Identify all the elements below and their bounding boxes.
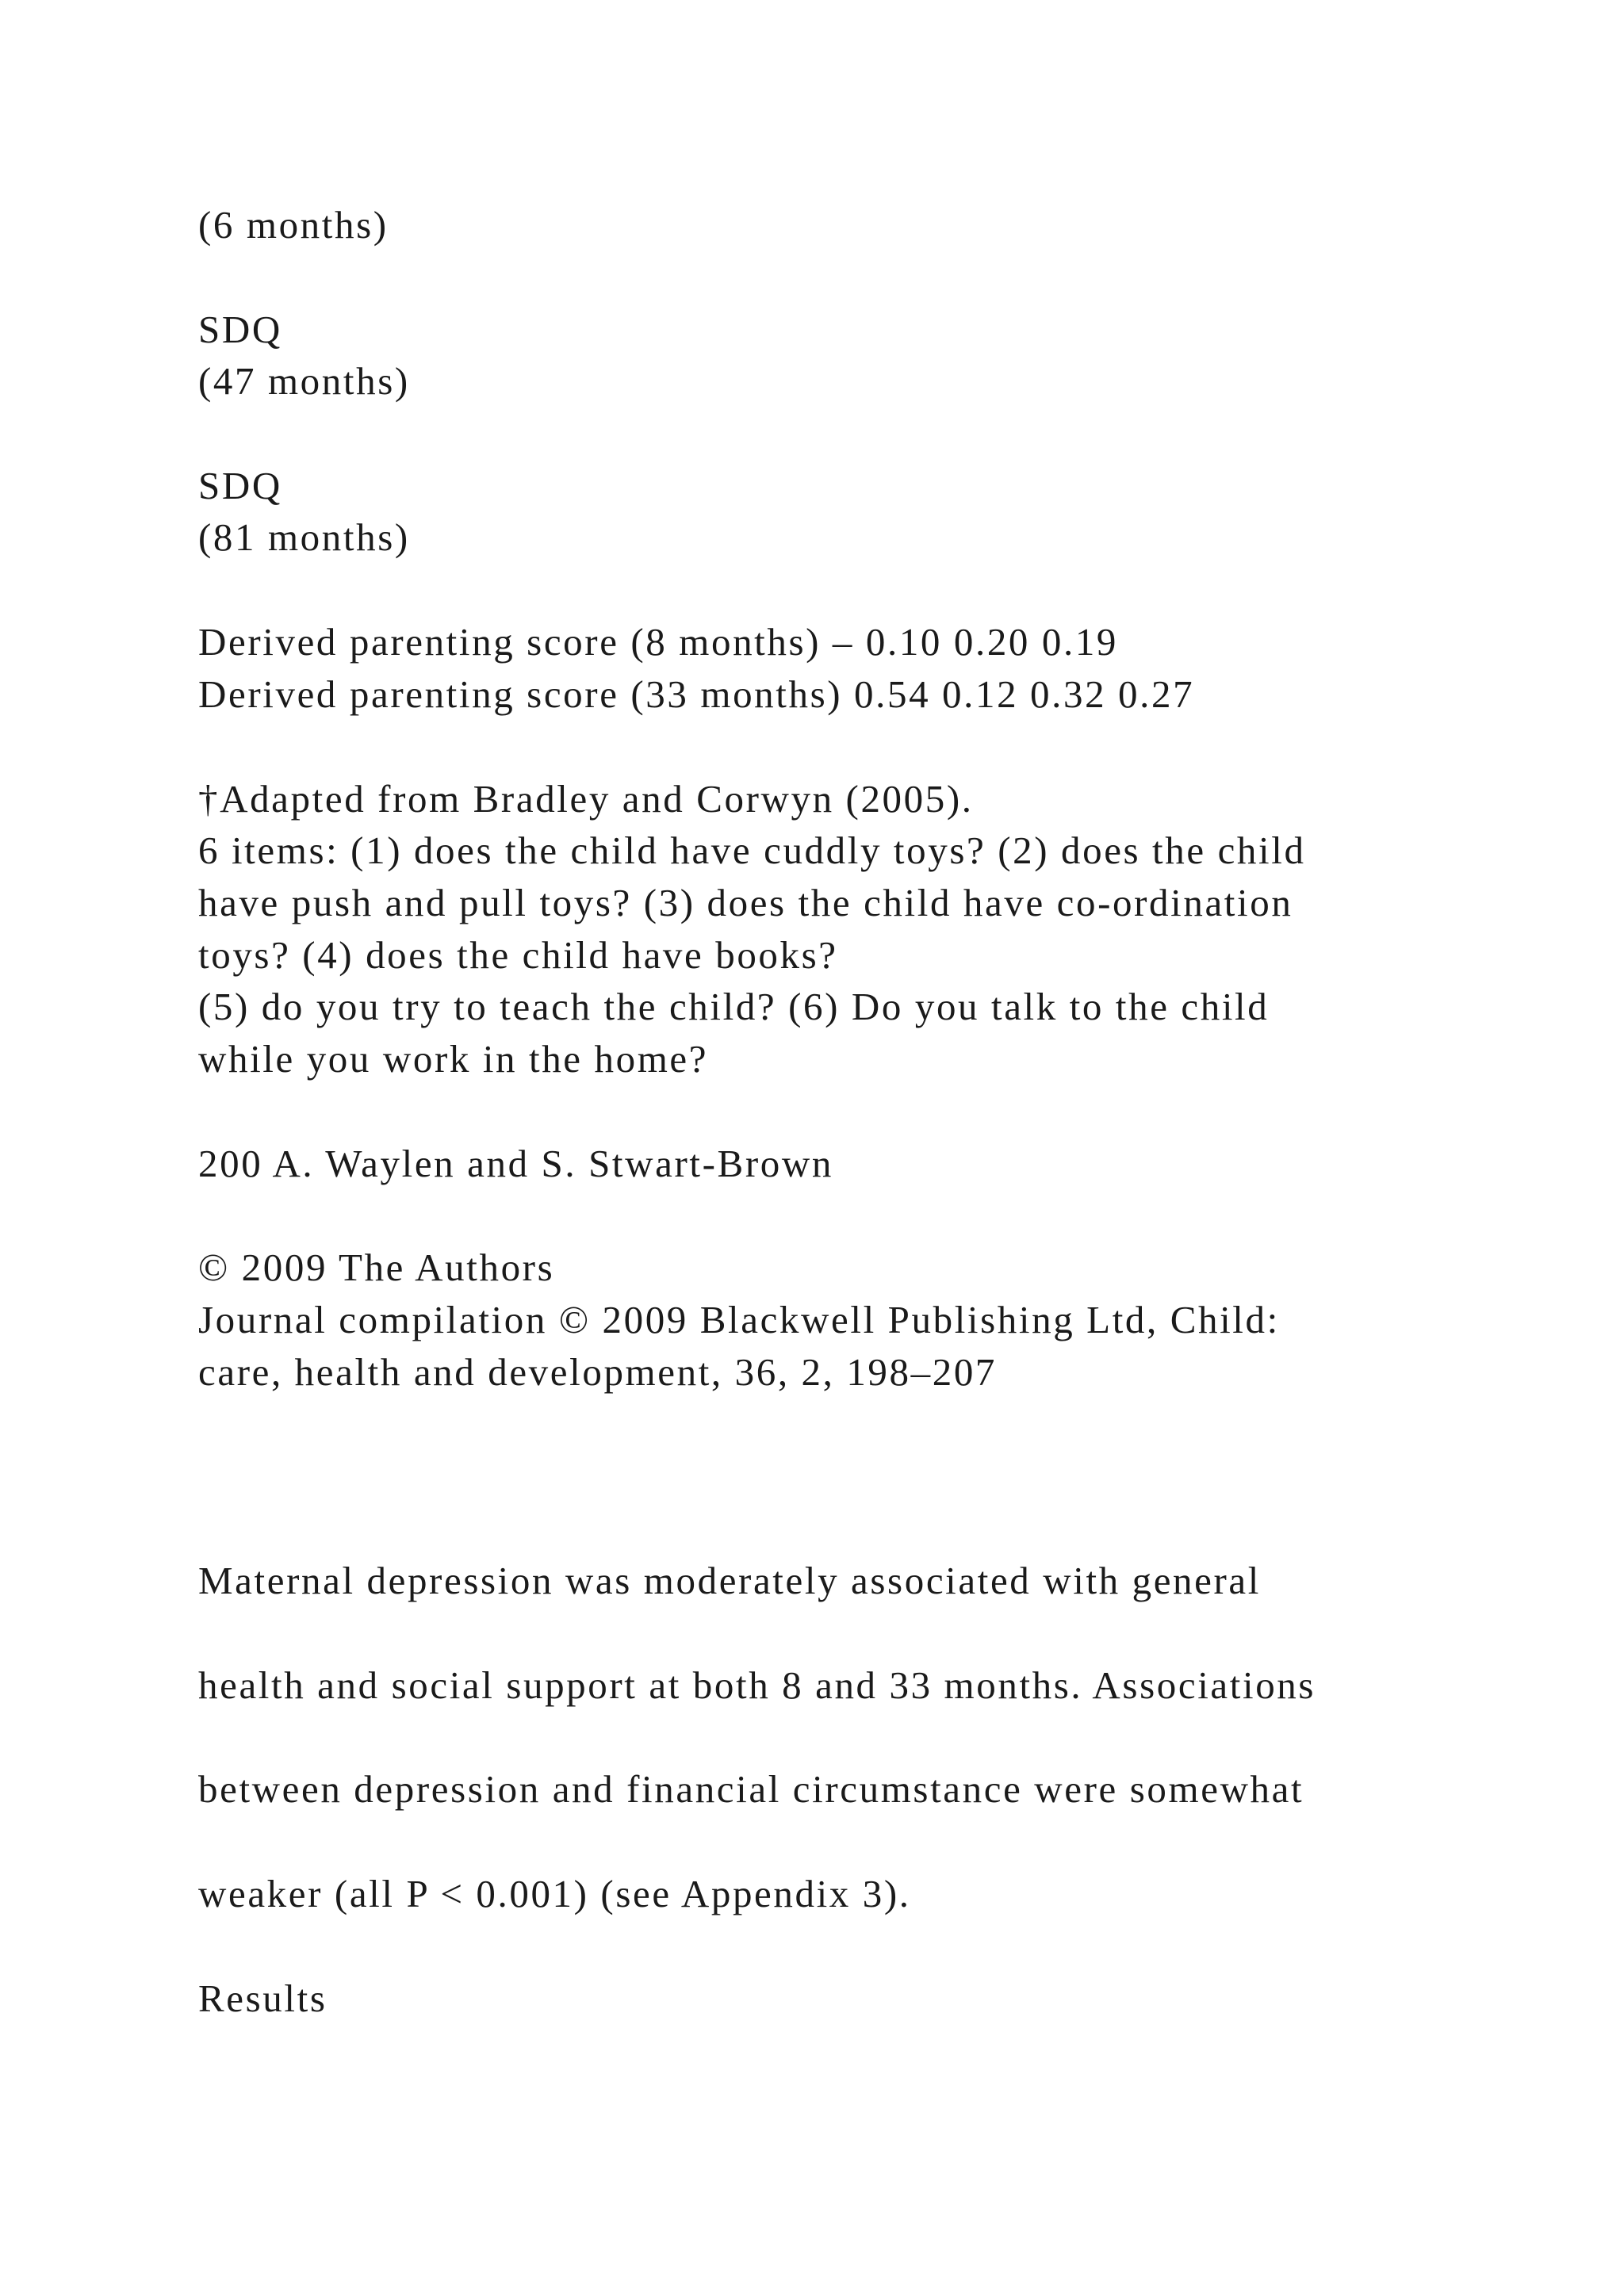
copyright-line: care, health and development, 36, 2, 198–207 [198, 1350, 998, 1394]
body-text-line: Maternal depression was moderately associated with general [198, 1559, 1261, 1602]
body-text-line: weaker (all P < 0.001) (see Appendix 3). [198, 1872, 911, 1915]
copyright-line: © 2009 The Authors [198, 1246, 555, 1289]
footnote-line: 6 items: (1) does the child have cuddly toys? (2) does the child [198, 828, 1306, 872]
footnote-line: while you work in the home? [198, 1037, 709, 1081]
table-column-age: (6 months) [198, 203, 389, 247]
table-row-33-months: Derived parenting score (33 months) 0.54 0.12 0.32 0.27 [198, 672, 1195, 716]
footnote-line: have push and pull toys? (3) does the child have co-ordination [198, 881, 1293, 924]
table-column-sdq-47-age: (47 months) [198, 359, 410, 403]
footnote-source: †Adapted from Bradley and Corwyn (2005). [198, 777, 974, 821]
copyright-line: Journal compilation © 2009 Blackwell Publishing Ltd, Child: [198, 1298, 1280, 1341]
section-heading: Results [198, 1976, 327, 2020]
body-text-line: between depression and financial circumstance were somewhat [198, 1767, 1304, 1811]
table-column-sdq-81-label: SDQ [198, 464, 282, 507]
running-header: 200 A. Waylen and S. Stwart-Brown [198, 1142, 833, 1185]
footnote-line: (5) do you try to teach the child? (6) Do you talk to the child [198, 985, 1270, 1028]
body-text-line: health and social support at both 8 and 33 months. Associations [198, 1663, 1316, 1707]
table-column-sdq-81-age: (81 months) [198, 515, 410, 559]
table-row-8-months: Derived parenting score (8 months) – 0.10 0.20 0.19 [198, 620, 1119, 664]
table-column-sdq-47-label: SDQ [198, 308, 282, 351]
footnote-line: toys? (4) does the child have books? [198, 933, 838, 977]
